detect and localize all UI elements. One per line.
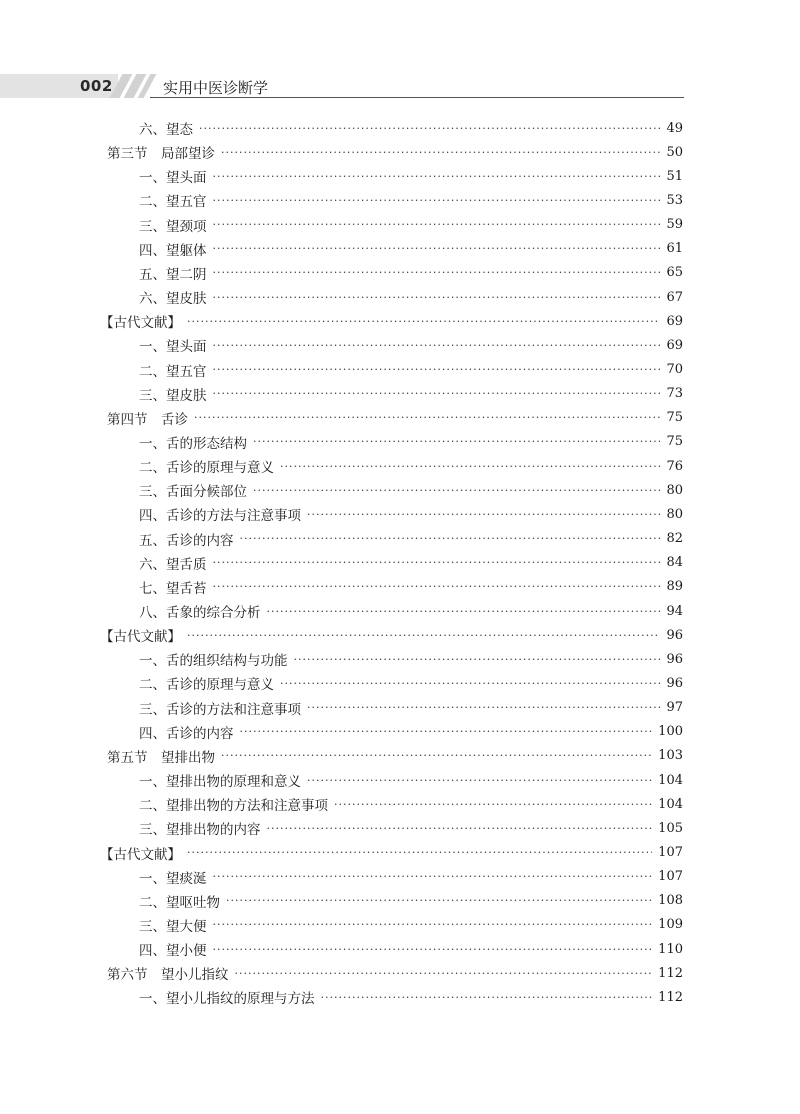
toc-entry-page: 112 bbox=[658, 965, 683, 981]
dot-leader bbox=[321, 991, 653, 1004]
toc-entry[interactable] bbox=[0, 333, 800, 357]
toc-entry-title: 一、望痰涎 bbox=[139, 870, 207, 887]
dot-leader bbox=[213, 339, 661, 352]
toc-entry-title: 六、望皮肤 bbox=[139, 291, 207, 308]
dot-leader bbox=[253, 435, 660, 448]
dot-leader bbox=[213, 291, 661, 304]
toc-entry[interactable] bbox=[0, 744, 800, 768]
running-header bbox=[0, 74, 800, 98]
dot-leader bbox=[280, 460, 660, 473]
toc-entry-title: 五、望二阴 bbox=[139, 266, 207, 283]
toc-entry-title: 五、舌诊的内容 bbox=[139, 532, 234, 549]
toc-entry[interactable] bbox=[0, 164, 800, 188]
toc-entry[interactable] bbox=[0, 502, 800, 526]
toc-entry[interactable] bbox=[0, 623, 800, 647]
toc-entry-page: 84 bbox=[666, 555, 683, 571]
toc-entry-page: 96 bbox=[666, 651, 683, 667]
dot-leader bbox=[240, 725, 653, 738]
toc-entry-title: 一、望小儿指纹的原理与方法 bbox=[139, 991, 315, 1008]
toc-entry[interactable] bbox=[0, 478, 800, 502]
toc-entry[interactable] bbox=[0, 454, 800, 478]
toc-entry[interactable] bbox=[0, 213, 800, 237]
toc-entry-page: 105 bbox=[658, 820, 683, 836]
toc-entry-page: 96 bbox=[666, 627, 683, 643]
toc-entry-page: 70 bbox=[666, 362, 683, 377]
toc-entry-page: 69 bbox=[666, 313, 683, 329]
toc-entry-title: 八、舌象的综合分析 bbox=[139, 605, 261, 621]
dot-leader bbox=[307, 508, 660, 521]
dot-leader bbox=[307, 701, 660, 714]
toc-entry-title: 三、望排出物的内容 bbox=[139, 822, 261, 839]
dot-leader bbox=[334, 798, 652, 811]
toc-entry-title: 三、望皮肤 bbox=[139, 387, 207, 404]
toc-entry[interactable] bbox=[0, 961, 800, 985]
toc-entry-title: 一、望排出物的原理和意义 bbox=[139, 774, 301, 791]
toc-entry[interactable] bbox=[0, 575, 800, 599]
toc-entry-page: 96 bbox=[666, 675, 683, 691]
dot-leader bbox=[267, 605, 661, 618]
dot-leader bbox=[294, 653, 661, 666]
dot-leader bbox=[267, 822, 653, 835]
toc-entry-page: 112 bbox=[658, 989, 683, 1005]
dot-leader bbox=[221, 749, 652, 762]
toc-entry[interactable] bbox=[0, 527, 800, 551]
toc-entry-title: 第四节 舌诊 bbox=[107, 411, 188, 428]
toc-entry-title: 三、望颈项 bbox=[139, 218, 207, 235]
toc-entry-page: 67 bbox=[666, 289, 683, 305]
toc-entry-title: 【古代文献】 bbox=[100, 846, 181, 863]
toc-entry-title: 四、舌诊的内容 bbox=[139, 725, 234, 742]
dot-leader bbox=[226, 894, 652, 907]
dot-leader bbox=[213, 170, 661, 183]
book-title: 实用中医诊断学 bbox=[163, 79, 269, 97]
toc-entry[interactable] bbox=[0, 937, 800, 961]
toc-entry[interactable] bbox=[0, 889, 800, 913]
toc-entry-page: 109 bbox=[658, 917, 683, 933]
toc-entry-title: 六、望舌质 bbox=[139, 556, 207, 573]
toc-entry[interactable] bbox=[0, 430, 800, 454]
toc-entry-title: 七、望舌苔 bbox=[139, 580, 207, 597]
dot-leader bbox=[213, 556, 661, 569]
toc-entry[interactable] bbox=[0, 140, 800, 164]
dot-leader bbox=[213, 194, 661, 207]
toc-entry[interactable] bbox=[0, 671, 800, 695]
toc-entry-page: 100 bbox=[658, 724, 683, 740]
toc-entry-title: 二、舌诊的原理与意义 bbox=[139, 677, 274, 694]
dot-leader bbox=[240, 532, 661, 545]
toc-entry-page: 103 bbox=[658, 748, 683, 764]
toc-entry[interactable] bbox=[0, 647, 800, 671]
toc-entry-title: 四、舌诊的方法与注意事项 bbox=[139, 508, 301, 525]
toc-entry-page: 94 bbox=[666, 603, 683, 619]
toc-entry[interactable] bbox=[0, 768, 800, 792]
toc-entry-page: 108 bbox=[658, 893, 683, 909]
toc-entry-page: 65 bbox=[666, 265, 683, 281]
dot-leader bbox=[213, 918, 653, 931]
toc-entry[interactable] bbox=[0, 841, 800, 865]
toc-entry-title: 第五节 望排出物 bbox=[107, 749, 215, 766]
toc-entry[interactable] bbox=[0, 599, 800, 623]
toc-entry-title: 二、望五官 bbox=[139, 194, 207, 211]
toc-entry[interactable] bbox=[0, 720, 800, 744]
toc-entry-title: 一、舌的形态结构 bbox=[139, 435, 247, 452]
dot-leader bbox=[307, 774, 652, 787]
toc-entry-title: 一、望头面 bbox=[139, 339, 207, 356]
toc-entry-title: 四、望躯体 bbox=[139, 242, 207, 259]
toc-entry-page: 53 bbox=[666, 192, 683, 208]
toc-entry-page: 73 bbox=[666, 386, 683, 402]
toc-entry-page: 104 bbox=[658, 772, 683, 788]
toc-entry[interactable] bbox=[0, 406, 800, 430]
toc-entry[interactable] bbox=[0, 816, 800, 840]
toc-entry[interactable] bbox=[0, 188, 800, 212]
toc-entry[interactable] bbox=[0, 696, 800, 720]
toc-entry[interactable] bbox=[0, 985, 800, 1009]
dot-leader bbox=[213, 943, 653, 956]
toc-entry-page: 50 bbox=[666, 144, 683, 160]
page-number: 002 bbox=[80, 77, 113, 95]
toc-entry-page: 110 bbox=[658, 941, 683, 957]
toc-entry-title: 四、望小便 bbox=[139, 943, 207, 960]
dot-leader bbox=[253, 484, 660, 497]
dot-leader bbox=[213, 870, 653, 883]
toc-entry-page: 75 bbox=[666, 410, 683, 426]
toc-entry-page: 59 bbox=[666, 217, 683, 233]
dot-leader bbox=[187, 846, 652, 859]
toc-entry-title: 二、望排出物的方法和注意事项 bbox=[139, 798, 328, 815]
toc-entry[interactable] bbox=[0, 261, 800, 285]
toc-entry-page: 89 bbox=[666, 579, 683, 595]
dot-leader bbox=[199, 122, 660, 135]
toc-entry[interactable] bbox=[0, 285, 800, 309]
toc-entry-page: 69 bbox=[666, 337, 683, 353]
toc-entry[interactable] bbox=[0, 358, 800, 382]
toc-entry-page: 80 bbox=[666, 482, 683, 498]
toc-entry-title: 【古代文献】 bbox=[100, 629, 181, 646]
toc-entry-title: 六、望态 bbox=[139, 122, 193, 138]
toc-entry-title: 第六节 望小儿指纹 bbox=[107, 967, 229, 984]
dot-leader bbox=[213, 242, 661, 255]
toc-entry-page: 82 bbox=[666, 531, 683, 547]
toc-entry[interactable] bbox=[0, 237, 800, 261]
dot-leader bbox=[213, 218, 661, 231]
dot-leader bbox=[187, 315, 660, 328]
toc-entry-page: 75 bbox=[666, 434, 683, 450]
dot-leader bbox=[213, 580, 661, 593]
toc-entry[interactable] bbox=[0, 792, 800, 816]
toc-entry-title: 三、舌诊的方法和注意事项 bbox=[139, 701, 301, 718]
toc-entry-page: 51 bbox=[666, 168, 683, 184]
toc-entry[interactable] bbox=[0, 309, 800, 333]
toc-entry-page: 80 bbox=[666, 506, 683, 522]
toc-entry-page: 104 bbox=[658, 796, 683, 812]
toc-entry-title: 一、舌的组织结构与功能 bbox=[139, 653, 288, 670]
toc-entry[interactable] bbox=[0, 551, 800, 575]
toc-entry-page: 97 bbox=[666, 700, 683, 716]
dot-leader bbox=[213, 266, 661, 279]
toc-entry[interactable] bbox=[0, 913, 800, 937]
toc-entry-page: 107 bbox=[658, 869, 683, 885]
toc-entry[interactable] bbox=[0, 382, 800, 406]
dot-leader bbox=[187, 629, 660, 642]
toc-entry-title: 三、望大便 bbox=[139, 918, 207, 935]
header-rule bbox=[150, 97, 684, 98]
toc-entry-page: 76 bbox=[666, 458, 683, 474]
toc-entry-page: 49 bbox=[666, 120, 683, 136]
dot-leader bbox=[213, 363, 661, 376]
toc-entry-page: 61 bbox=[666, 241, 683, 257]
toc-entry-page: 107 bbox=[658, 845, 683, 860]
toc-entry-title: 第三节 局部望诊 bbox=[107, 146, 215, 163]
toc-entry-title: 二、望五官 bbox=[139, 363, 207, 380]
dot-leader bbox=[221, 146, 660, 159]
toc-entry[interactable] bbox=[0, 116, 800, 140]
toc-entry-title: 二、望呕吐物 bbox=[139, 894, 220, 911]
dot-leader bbox=[213, 387, 661, 400]
toc-entry-title: 三、舌面分候部位 bbox=[139, 484, 247, 501]
toc-entry-title: 二、舌诊的原理与意义 bbox=[139, 460, 274, 477]
toc-entry-title: 一、望头面 bbox=[139, 170, 207, 187]
dot-leader bbox=[194, 411, 660, 424]
toc-entry-title: 【古代文献】 bbox=[100, 315, 181, 332]
toc-entry[interactable] bbox=[0, 865, 800, 889]
dot-leader bbox=[235, 967, 653, 980]
dot-leader bbox=[280, 677, 660, 690]
